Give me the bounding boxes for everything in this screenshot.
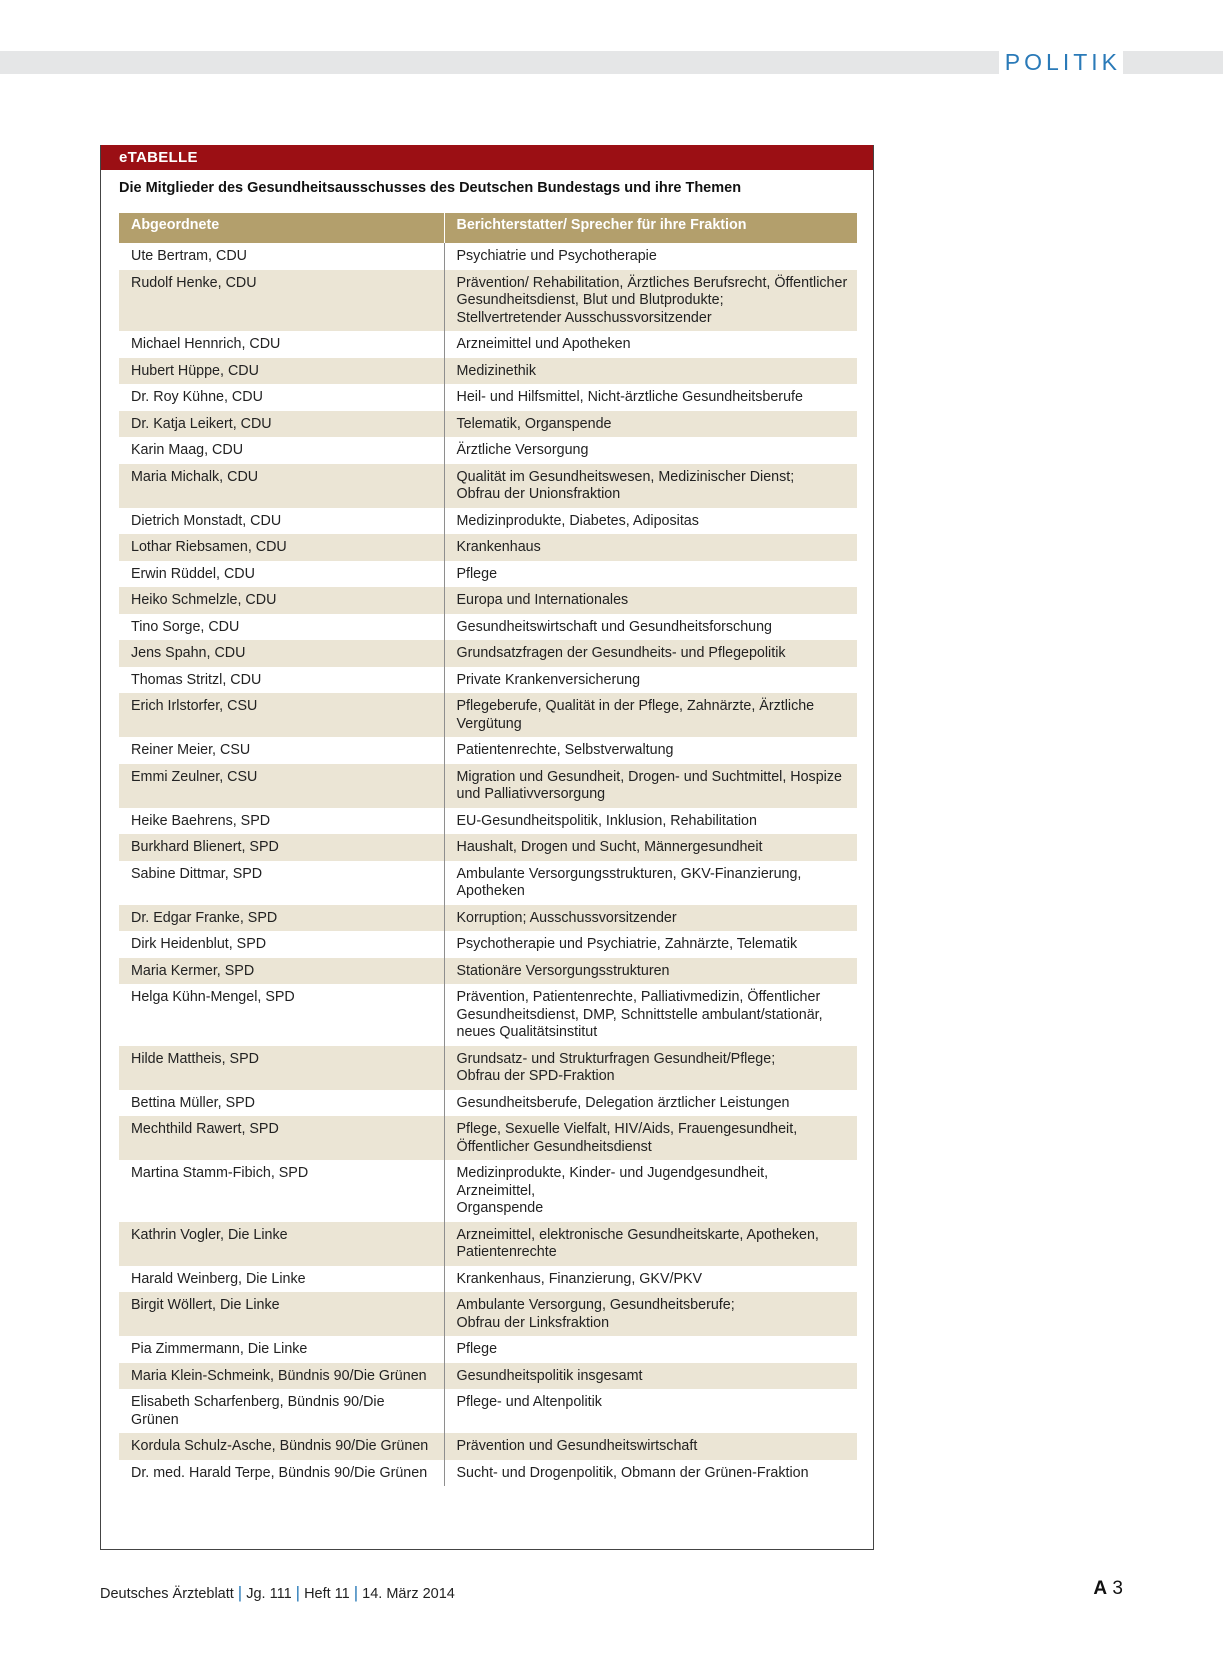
member-topics-cell: Stationäre Versorgungsstrukturen	[444, 958, 857, 985]
member-name-cell: Bettina Müller, SPD	[119, 1090, 444, 1117]
column-header-topics: Berichterstatter/ Sprecher für ihre Fraktion	[444, 213, 857, 243]
table-row	[119, 764, 857, 808]
table-row	[119, 1433, 857, 1460]
member-name-cell: Emmi Zeulner, CSU	[119, 764, 444, 808]
member-topics-cell: Grundsatz- und Strukturfragen Gesundheit/Pflege; Obfrau der SPD-Fraktion	[444, 1046, 857, 1090]
member-name-cell: Erich Irlstorfer, CSU	[119, 693, 444, 737]
member-name-cell: Dietrich Monstadt, CDU	[119, 508, 444, 535]
table-row	[119, 1090, 857, 1117]
member-name-cell: Kordula Schulz-Asche, Bündnis 90/Die Grünen	[119, 1433, 444, 1460]
table-row	[119, 640, 857, 667]
table-row	[119, 614, 857, 641]
table-title: Die Mitglieder des Gesundheitsausschusses des Deutschen Bundestags und ihre Themen	[119, 180, 742, 196]
separator: |	[237, 1583, 243, 1602]
member-topics-cell: Migration und Gesundheit, Drogen- und Suchtmittel, Hospize und Palliativversorgung	[444, 764, 857, 808]
member-topics-cell: Grundsatzfragen der Gesundheits- und Pflegepolitik	[444, 640, 857, 667]
page-prefix: A	[1093, 1578, 1108, 1599]
member-name-cell: Tino Sorge, CDU	[119, 614, 444, 641]
member-topics-cell: Private Krankenversicherung	[456, 671, 641, 688]
member-name-cell: Elisabeth Scharfenberg, Bündnis 90/Die Grünen	[119, 1389, 444, 1433]
member-topics-cell: Arzneimittel, elektronische Gesundheitskarte, Apotheken, Patientenrechte	[444, 1222, 857, 1266]
member-name-cell: Erwin Rüddel, CDU	[119, 561, 444, 588]
member-name-cell: Martina Stamm-Fibich, SPD	[119, 1160, 444, 1222]
member-topics-cell: Prävention/ Rehabilitation, Ärztliches Berufsrecht, Öffentlicher Gesundheitsdienst, Blut und Blutprodukte; Stellvertretender Ausschussvorsitzender	[444, 270, 857, 332]
member-name-cell: Sabine Dittmar, SPD	[119, 861, 444, 905]
member-topics-cell: Pflege	[456, 565, 498, 582]
member-topics-cell: Gesundheitspolitik insgesamt	[444, 1363, 857, 1390]
table-row	[119, 1160, 857, 1222]
table-row	[119, 958, 857, 985]
member-topics-cell: Ärztliche Versorgung	[456, 442, 589, 458]
table-row	[119, 587, 857, 614]
member-name-cell: Maria Klein-Schmeink, Bündnis 90/Die Grünen	[119, 1363, 444, 1390]
page-number	[1093, 1578, 1123, 1600]
member-topics-cell: Prävention und Gesundheitswirtschaft	[444, 1433, 857, 1460]
table-row	[119, 1460, 857, 1487]
member-topics-cell: Pflegeberufe, Qualität in der Pflege, Zahnärzte, Ärztliche Vergütung	[444, 693, 857, 737]
member-name-cell: Dr. Roy Kühne, CDU	[119, 384, 444, 411]
table-row	[119, 1046, 857, 1090]
member-name-cell: Maria Michalk, CDU	[119, 464, 444, 508]
table-header-row	[119, 213, 857, 243]
member-name-cell: Ute Bertram, CDU	[119, 243, 444, 270]
column-header-members: Abgeordnete	[119, 213, 444, 243]
table-row	[119, 358, 857, 385]
table-row	[119, 861, 857, 905]
table-row	[119, 905, 857, 932]
member-topics-cell: Arzneimittel und Apotheken	[456, 336, 631, 352]
member-topics-cell: Europa und Internationales	[444, 587, 857, 614]
member-name-cell: Lothar Riebsamen, CDU	[119, 534, 444, 561]
table-row	[119, 561, 857, 588]
table-box	[100, 145, 874, 1550]
member-topics-cell: Prävention, Patientenrechte, Palliativmedizin, Öffentlicher Gesundheitsdienst, DMP, Schnittstelle ambulant/stationär, neues Qualitätsinstitut	[456, 989, 823, 1040]
member-topics-cell: Gesundheitswirtschaft und Gesundheitsforschung	[456, 618, 773, 635]
member-name-cell: Thomas Stritzl, CDU	[119, 667, 444, 694]
member-topics-cell: Psychiatrie und Psychotherapie	[456, 248, 657, 264]
member-name-cell: Michael Hennrich, CDU	[119, 331, 444, 358]
table-row	[119, 667, 857, 694]
member-topics-cell: EU-Gesundheitspolitik, Inklusion, Rehabilitation	[456, 812, 757, 829]
table-row	[119, 508, 857, 535]
member-topics-cell: Gesundheitsberufe, Delegation ärztlicher Leistungen	[456, 1094, 790, 1111]
member-topics-cell: Pflege	[456, 1341, 498, 1357]
member-topics-cell: Pflege, Sexuelle Vielfalt, HIV/Aids, Frauengesundheit, Öffentlicher Gesundheitsdienst	[444, 1116, 857, 1160]
member-name-cell: Dr. Katja Leikert, CDU	[119, 411, 444, 438]
member-topics-cell: Qualität im Gesundheitswesen, Medizinischer Dienst; Obfrau der Unionsfraktion	[444, 464, 857, 508]
journal-name: Deutsches Ärzteblatt	[100, 1586, 234, 1602]
footer	[100, 1583, 455, 1603]
member-topics-cell: Medizinprodukte, Diabetes, Adipositas	[456, 512, 699, 529]
table-row	[119, 737, 857, 764]
member-name-cell: Dr. Edgar Franke, SPD	[119, 905, 444, 932]
table-row	[119, 834, 857, 861]
separator: |	[353, 1583, 359, 1602]
table-row	[119, 1363, 857, 1390]
member-topics-cell: Sucht- und Drogenpolitik, Obmann der Grünen-Fraktion	[456, 1464, 809, 1481]
member-name-cell: Kathrin Vogler, Die Linke	[119, 1222, 444, 1266]
table-row	[119, 1389, 857, 1433]
member-name-cell: Birgit Wöllert, Die Linke	[119, 1292, 444, 1336]
member-topics-cell: Ambulante Versorgungsstrukturen, GKV-Finanzierung, Apotheken	[456, 865, 802, 899]
table-row	[119, 534, 857, 561]
box-label: eTABELLE	[101, 145, 873, 170]
table-row	[119, 270, 857, 332]
member-topics-cell: Psychotherapie und Psychiatrie, Zahnärzte, Telematik	[456, 936, 798, 952]
member-name-cell: Karin Maag, CDU	[119, 437, 444, 464]
member-topics-cell: Korruption; Ausschussvorsitzender	[444, 905, 857, 932]
table-row	[119, 411, 857, 438]
page-number-value: 3	[1112, 1578, 1123, 1599]
member-topics-cell: Patientenrechte, Selbstverwaltung	[456, 742, 674, 758]
member-name-cell: Dr. med. Harald Terpe, Bündnis 90/Die Grünen	[119, 1460, 444, 1487]
member-topics-cell: Haushalt, Drogen und Sucht, Männergesundheit	[444, 834, 857, 861]
table-row	[119, 1222, 857, 1266]
member-topics-cell: Medizinprodukte, Kinder- und Jugendgesundheit, Arzneimittel, Organspende	[456, 1165, 769, 1216]
member-name-cell: Heiko Schmelzle, CDU	[119, 587, 444, 614]
journal-volume: Jg. 111	[246, 1586, 292, 1602]
table-row	[119, 437, 857, 464]
member-name-cell: Mechthild Rawert, SPD	[119, 1116, 444, 1160]
member-name-cell: Hilde Mattheis, SPD	[119, 1046, 444, 1090]
table-row	[119, 808, 857, 835]
journal-issue: Heft 11	[304, 1586, 350, 1602]
member-topics-cell: Ambulante Versorgung, Gesundheitsberufe; Obfrau der Linksfraktion	[444, 1292, 857, 1336]
table-row	[119, 243, 857, 270]
member-topics-cell: Heil- und Hilfsmittel, Nicht-ärztliche Gesundheitsberufe	[456, 389, 803, 405]
member-name-cell: Burkhard Blienert, SPD	[119, 834, 444, 861]
table-row	[119, 331, 857, 358]
table-row	[119, 1116, 857, 1160]
table-row	[119, 693, 857, 737]
table-body	[119, 243, 857, 1486]
table-row	[119, 384, 857, 411]
member-topics-cell: Pflege- und Altenpolitik	[456, 1394, 602, 1410]
member-name-cell: Rudolf Henke, CDU	[119, 270, 444, 332]
member-name-cell: Hubert Hüppe, CDU	[119, 358, 444, 385]
table-row	[119, 984, 857, 1046]
member-name-cell: Heike Baehrens, SPD	[119, 808, 444, 835]
member-name-cell: Dirk Heidenblut, SPD	[119, 931, 444, 958]
member-name-cell: Harald Weinberg, Die Linke	[119, 1266, 444, 1293]
separator: |	[295, 1583, 301, 1602]
table-row	[119, 1336, 857, 1363]
table-row	[119, 464, 857, 508]
table-row	[119, 1292, 857, 1336]
member-topics-cell: Krankenhaus, Finanzierung, GKV/PKV	[456, 1270, 703, 1287]
section-label: POLITIK	[999, 48, 1123, 76]
member-name-cell: Jens Spahn, CDU	[119, 640, 444, 667]
table-row	[119, 931, 857, 958]
member-topics-cell: Telematik, Organspende	[444, 411, 857, 438]
member-topics-cell: Medizinethik	[444, 358, 857, 385]
member-name-cell: Maria Kermer, SPD	[119, 958, 444, 985]
member-name-cell: Pia Zimmermann, Die Linke	[119, 1336, 444, 1363]
member-name-cell: Helga Kühn-Mengel, SPD	[119, 984, 444, 1046]
journal-date: 14. März 2014	[362, 1586, 455, 1602]
member-name-cell: Reiner Meier, CSU	[119, 737, 444, 764]
table-row	[119, 1266, 857, 1293]
members-table	[119, 213, 857, 1486]
member-topics-cell: Krankenhaus	[444, 534, 857, 561]
